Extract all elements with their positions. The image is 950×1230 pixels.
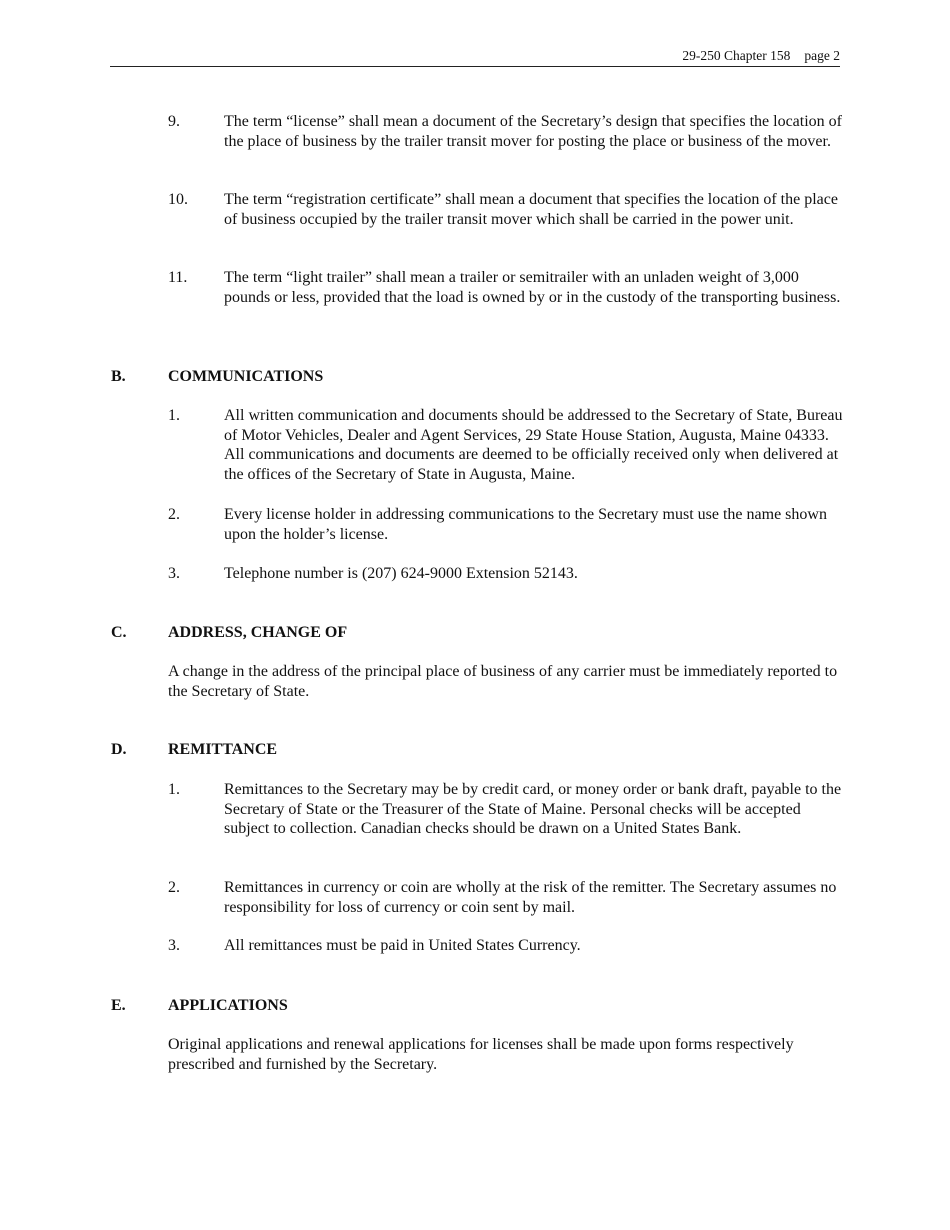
item-number: 9. <box>168 113 180 130</box>
remittance-item-2 <box>168 878 843 917</box>
section-letter: C. <box>111 624 127 641</box>
item-text: Remittances to the Secretary may be by credit card, or money order or bank draft, payable to the Secretary of State or the Treasurer of the State of Maine. Personal checks will be accepted subject to collection. Canadian checks should be drawn on a United States Bank. <box>224 781 842 838</box>
item-number: 11. <box>168 269 188 286</box>
definition-item-11 <box>168 268 843 307</box>
remittance-item-3 <box>168 936 843 956</box>
section-letter: D. <box>111 741 127 758</box>
section-title: APPLICATIONS <box>168 997 288 1014</box>
item-number: 1. <box>168 407 180 424</box>
item-text: The term “license” shall mean a document of the Secretary’s design that specifies the location of the place of business by the trailer transit mover for posting the place or business of the mover. <box>224 113 842 150</box>
address-change-paragraph: A change in the address of the principal place of business of any carrier must be immediately reported to the Secretary of State. <box>168 663 838 700</box>
remittance-item-1 <box>168 780 843 839</box>
communications-item-1 <box>168 406 843 484</box>
item-text: The term “registration certificate” shall mean a document that specifies the location of the place of business occupied by the trailer transit mover which shall be carried in the power unit. <box>224 191 838 228</box>
item-number: 3. <box>168 565 180 582</box>
section-letter: E. <box>111 997 126 1014</box>
definition-item-9 <box>168 112 843 151</box>
item-text: Remittances in currency or coin are wholly at the risk of the remitter. The Secretary assumes no responsibility for loss of currency or coin sent by mail. <box>224 879 837 916</box>
item-text: Every license holder in addressing communications to the Secretary must use the name shown upon the holder’s license. <box>224 506 827 543</box>
section-title: ADDRESS, CHANGE OF <box>168 624 348 641</box>
communications-item-3 <box>168 564 843 584</box>
item-number: 1. <box>168 781 180 798</box>
page-header <box>110 48 840 67</box>
item-number: 3. <box>168 937 180 954</box>
definition-item-10 <box>168 190 843 229</box>
item-text: All remittances must be paid in United States Currency. <box>224 937 581 954</box>
applications-paragraph: Original applications and renewal applications for licenses shall be made upon forms respectively prescribed and furnished by the Secretary. <box>168 1036 794 1073</box>
item-number: 2. <box>168 879 180 896</box>
item-text: All written communication and documents should be addressed to the Secretary of State, Bureau of Motor Vehicles, Dealer and Agent Services, 29 State House Station, Augusta, Maine 04333. All communications and documents are deemed to be officially received only when delivered at the offices of the Secretary of State in Augusta, Maine. <box>224 407 843 483</box>
page-number: page 2 <box>804 48 840 63</box>
section-title: COMMUNICATIONS <box>168 368 324 385</box>
item-text: Telephone number is (207) 624-9000 Extension 52143. <box>224 565 578 582</box>
section-letter: B. <box>111 368 126 385</box>
chapter-reference: 29-250 Chapter 158 <box>682 48 791 63</box>
item-number: 10. <box>168 191 188 208</box>
item-number: 2. <box>168 506 180 523</box>
section-title: REMITTANCE <box>168 741 278 758</box>
communications-item-2 <box>168 505 843 544</box>
item-text: The term “light trailer” shall mean a trailer or semitrailer with an unladen weight of 3,000 pounds or less, provided that the load is owned by or in the custody of the transporting business. <box>224 269 841 306</box>
